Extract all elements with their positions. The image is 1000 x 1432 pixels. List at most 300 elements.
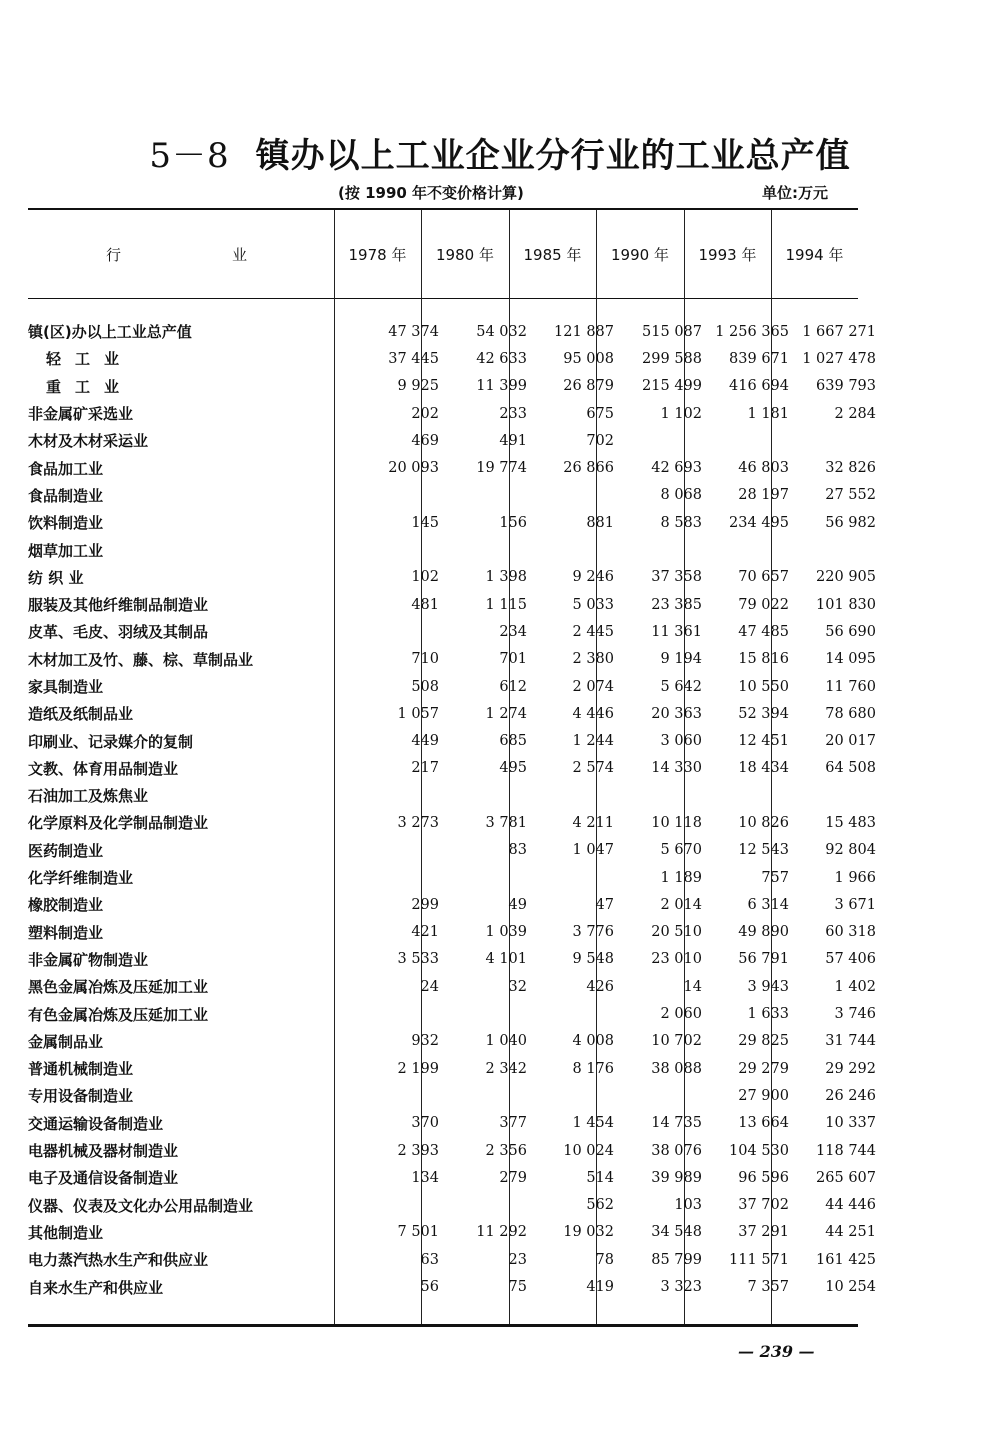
table-row	[28, 891, 876, 918]
value-cell: 42 633	[476, 350, 527, 367]
page-title	[0, 128, 1000, 177]
industry-name: 普通机械制造业	[28, 1060, 134, 1079]
value-cell: 14 095	[825, 651, 876, 668]
industry-name: 重工业	[46, 377, 134, 396]
table-row	[28, 646, 876, 673]
value-cell: 23 385	[651, 596, 702, 613]
value-cell: 161 425	[816, 1251, 876, 1268]
unit-label: 单位:万元	[762, 184, 828, 202]
industry-name: 纺 织 业	[28, 568, 84, 587]
table-row	[28, 1219, 876, 1246]
value-cell: 79 022	[738, 596, 789, 613]
value-cell: 299 588	[642, 350, 702, 367]
value-cell: 56 690	[825, 623, 876, 640]
industry-name: 食品加工业	[28, 459, 104, 478]
industry-name: 电器机械及器材制造业	[28, 1142, 179, 1161]
value-cell	[527, 864, 614, 891]
value-cell: 111 571	[729, 1251, 789, 1268]
value-cell: 8 583	[660, 514, 702, 531]
value-cell: 1 039	[485, 924, 527, 941]
industry-name: 家具制造业	[28, 678, 104, 696]
industry-name: 食品制造业	[28, 486, 104, 505]
value-cell: 1 189	[660, 869, 702, 886]
value-cell: 64 508	[825, 760, 876, 777]
value-cell: 4 101	[485, 951, 527, 968]
value-cell: 3 273	[397, 814, 439, 831]
value-cell: 9 548	[572, 951, 614, 968]
value-cell: 1 398	[485, 569, 527, 586]
value-cell: 515 087	[642, 323, 702, 340]
value-cell: 8 176	[572, 1060, 614, 1077]
value-cell	[702, 782, 789, 809]
value-cell: 1 667 271	[802, 323, 876, 340]
value-cell: 44 251	[825, 1224, 876, 1241]
table-row	[28, 318, 876, 345]
value-cell	[352, 864, 439, 891]
table-row	[28, 345, 876, 372]
table-row	[28, 400, 876, 427]
table-row	[28, 755, 876, 782]
industry-name: 化学纤维制造业	[28, 869, 134, 888]
value-cell: 202	[411, 405, 439, 422]
value-cell: 95 008	[563, 350, 614, 367]
value-cell: 29 825	[738, 1033, 789, 1050]
value-cell: 1 244	[572, 733, 614, 750]
value-cell: 2 284	[834, 405, 876, 422]
value-cell: 49	[508, 896, 527, 913]
value-cell: 11 760	[825, 678, 876, 695]
value-cell: 32 826	[825, 460, 876, 477]
value-cell: 15 483	[825, 814, 876, 831]
value-cell: 426	[586, 978, 614, 995]
table-row	[28, 782, 876, 809]
value-cell	[439, 1082, 527, 1109]
value-cell: 1 040	[485, 1033, 527, 1050]
value-cell: 10 826	[738, 814, 789, 831]
value-cell	[527, 536, 614, 563]
industry-name: 专用设备制造业	[28, 1087, 134, 1106]
value-cell: 757	[761, 869, 789, 886]
table-row	[28, 1110, 876, 1137]
value-cell: 23	[508, 1251, 527, 1268]
value-cell	[789, 536, 876, 563]
industry-name: 木材加工及竹、藤、棕、草制品业	[28, 650, 254, 669]
value-cell: 32	[508, 978, 527, 995]
table-title: 镇办以上工业企业分行业的工业总产值	[255, 136, 851, 176]
value-cell: 217	[411, 760, 439, 777]
value-cell: 75	[508, 1279, 527, 1296]
header-industry-char-2: 业	[232, 246, 248, 264]
value-cell: 145	[411, 514, 439, 531]
value-cell: 2 342	[485, 1060, 527, 1077]
value-cell	[614, 427, 702, 454]
value-cell: 449	[411, 733, 439, 750]
value-cell: 3 781	[485, 814, 527, 831]
value-cell: 481	[411, 596, 439, 613]
value-cell: 78	[595, 1251, 614, 1268]
value-cell: 1 256 365	[715, 323, 789, 340]
industry-name: 非金属矿采选业	[28, 405, 134, 424]
value-cell: 96 596	[738, 1169, 789, 1186]
value-cell	[352, 1000, 439, 1027]
page-number: — 239 —	[738, 1342, 815, 1361]
value-cell: 15 816	[738, 651, 789, 668]
table-row	[28, 1164, 876, 1191]
industry-output-table	[28, 318, 876, 1301]
value-cell: 26 879	[563, 378, 614, 395]
value-cell: 4 446	[572, 705, 614, 722]
industry-name: 医药制造业	[28, 841, 104, 860]
value-cell: 12 543	[738, 842, 789, 859]
value-cell: 675	[586, 405, 614, 422]
industry-name: 化学原料及化学制品制造业	[28, 814, 209, 833]
value-cell: 9 246	[572, 569, 614, 586]
value-cell: 104 530	[729, 1142, 789, 1159]
value-cell: 702	[586, 432, 614, 449]
value-cell: 54 032	[476, 323, 527, 340]
value-cell: 1 057	[397, 705, 439, 722]
value-cell: 14 735	[651, 1115, 702, 1132]
value-cell: 612	[499, 678, 527, 695]
table-row	[28, 1192, 876, 1219]
value-cell: 38 088	[651, 1060, 702, 1077]
value-cell	[439, 536, 527, 563]
industry-name: 服装及其他纤维制品制造业	[28, 596, 209, 615]
value-cell: 1 274	[485, 705, 527, 722]
industry-name: 交通运输设备制造业	[28, 1114, 164, 1133]
value-cell: 121 887	[554, 323, 614, 340]
value-cell: 1 402	[834, 978, 876, 995]
value-cell	[789, 782, 876, 809]
table-row	[28, 1000, 876, 1027]
industry-name: 镇(区)办以上工业总产值	[28, 323, 192, 342]
value-cell: 78 680	[825, 705, 876, 722]
value-cell: 44 446	[825, 1197, 876, 1214]
value-cell: 39 989	[651, 1169, 702, 1186]
value-cell: 18 434	[738, 760, 789, 777]
value-cell: 881	[586, 514, 614, 531]
value-cell: 508	[411, 678, 439, 695]
value-cell: 3 671	[834, 896, 876, 913]
table-number: 5－8	[149, 136, 230, 176]
industry-name: 有色金属冶炼及压延加工业	[28, 1005, 209, 1024]
value-cell: 4 211	[572, 814, 614, 831]
table-row	[28, 864, 876, 891]
value-cell: 14 330	[651, 760, 702, 777]
value-cell: 419	[586, 1279, 614, 1296]
value-cell: 101 830	[816, 596, 876, 613]
value-cell: 56 982	[825, 514, 876, 531]
value-cell: 14	[683, 978, 702, 995]
value-cell	[614, 782, 702, 809]
industry-name: 金属制品业	[28, 1032, 104, 1051]
value-cell: 102	[411, 569, 439, 586]
value-cell: 469	[411, 432, 439, 449]
header-industry-char-1: 行	[106, 246, 122, 264]
industry-name: 黑色金属冶炼及压延加工业	[28, 978, 209, 997]
value-cell	[527, 1082, 614, 1109]
value-cell: 299	[411, 896, 439, 913]
value-cell: 5 642	[660, 678, 702, 695]
table-row	[28, 427, 876, 454]
value-cell: 118 744	[816, 1142, 876, 1159]
value-cell: 234 495	[729, 514, 789, 531]
value-cell: 60 318	[825, 924, 876, 941]
value-cell: 1 047	[572, 842, 614, 859]
industry-name: 自来水生产和供应业	[28, 1278, 164, 1297]
table-row	[28, 1273, 876, 1300]
value-cell	[527, 1000, 614, 1027]
value-cell: 56	[420, 1279, 439, 1296]
value-cell: 233	[499, 405, 527, 422]
table-row	[28, 1055, 876, 1082]
value-cell: 2 014	[660, 896, 702, 913]
value-cell: 215 499	[642, 378, 702, 395]
value-cell	[352, 1192, 439, 1219]
value-cell: 279	[499, 1169, 527, 1186]
industry-name: 饮料制造业	[28, 514, 104, 533]
value-cell: 10 118	[651, 814, 702, 831]
value-cell	[614, 1082, 702, 1109]
value-cell: 10 024	[563, 1142, 614, 1159]
value-cell: 19 774	[476, 460, 527, 477]
value-cell: 9 925	[397, 378, 439, 395]
value-cell: 20 017	[825, 733, 876, 750]
value-cell: 2 060	[660, 1006, 702, 1023]
value-cell: 63	[420, 1251, 439, 1268]
value-cell: 3 776	[572, 924, 614, 941]
table-row	[28, 591, 876, 618]
value-cell: 31 744	[825, 1033, 876, 1050]
table-row	[28, 1028, 876, 1055]
value-cell: 1 027 478	[802, 350, 876, 367]
value-cell: 839 671	[729, 350, 789, 367]
value-cell: 19 032	[563, 1224, 614, 1241]
value-cell: 11 292	[476, 1224, 527, 1241]
value-cell: 20 093	[388, 460, 439, 477]
industry-name: 电力蒸汽热水生产和供应业	[28, 1251, 209, 1270]
value-cell: 37 702	[738, 1197, 789, 1214]
value-cell	[352, 536, 439, 563]
industry-name: 烟草加工业	[28, 541, 104, 560]
table-row	[28, 673, 876, 700]
value-cell: 377	[499, 1115, 527, 1132]
value-cell: 56 791	[738, 951, 789, 968]
value-cell: 421	[411, 924, 439, 941]
value-cell: 57 406	[825, 951, 876, 968]
value-cell: 5 033	[572, 596, 614, 613]
value-cell: 2 445	[572, 623, 614, 640]
value-cell: 685	[499, 733, 527, 750]
table-row	[28, 564, 876, 591]
value-cell: 495	[499, 760, 527, 777]
table-row	[28, 1082, 876, 1109]
industry-name: 电子及通信设备制造业	[28, 1169, 179, 1188]
value-cell: 24	[420, 978, 439, 995]
value-cell: 3 533	[397, 951, 439, 968]
value-cell: 2 356	[485, 1142, 527, 1159]
value-cell: 5 670	[660, 842, 702, 859]
industry-name: 其他制造业	[28, 1223, 104, 1242]
industry-name: 印刷业、记录媒介的复制	[28, 732, 194, 751]
value-cell: 134	[411, 1169, 439, 1186]
value-cell	[352, 782, 439, 809]
value-cell: 26 246	[825, 1087, 876, 1104]
value-cell: 29 292	[825, 1060, 876, 1077]
value-cell: 47 374	[388, 323, 439, 340]
table-row	[28, 700, 876, 727]
value-cell: 20 510	[651, 924, 702, 941]
value-cell	[439, 782, 527, 809]
table-row	[28, 454, 876, 481]
value-cell: 3 060	[660, 733, 702, 750]
value-cell	[352, 618, 439, 645]
value-cell: 932	[411, 1033, 439, 1050]
value-cell: 6 314	[747, 896, 789, 913]
table-row	[28, 373, 876, 400]
value-cell: 3 943	[747, 978, 789, 995]
industry-name: 皮革、毛皮、羽绒及其制品	[28, 623, 209, 642]
table-row	[28, 837, 876, 864]
value-cell: 1 115	[485, 596, 527, 613]
table-row	[28, 973, 876, 1000]
value-cell: 37 358	[651, 569, 702, 586]
table-row	[28, 482, 876, 509]
value-cell	[702, 536, 789, 563]
bottom-rule	[28, 1324, 858, 1327]
header-year: 1980 年	[436, 246, 494, 264]
table-row	[28, 536, 876, 563]
value-cell: 7 501	[397, 1224, 439, 1241]
value-cell: 1 102	[660, 405, 702, 422]
value-cell	[527, 782, 614, 809]
table-row	[28, 919, 876, 946]
value-cell: 11 361	[651, 623, 702, 640]
price-basis-note: (按 1990 年不变价格计算)	[338, 184, 524, 202]
value-cell: 42 693	[651, 460, 702, 477]
value-cell: 220 905	[816, 569, 876, 586]
industry-name: 橡胶制造业	[28, 896, 104, 915]
value-cell: 52 394	[738, 705, 789, 722]
value-cell	[527, 482, 614, 509]
value-cell	[789, 427, 876, 454]
value-cell: 7 357	[747, 1279, 789, 1296]
value-cell: 491	[499, 432, 527, 449]
value-cell: 83	[508, 842, 527, 859]
industry-name: 非金属矿物制造业	[28, 950, 149, 969]
value-cell: 2 199	[397, 1060, 439, 1077]
header-year: 1985 年	[523, 246, 582, 264]
value-cell	[352, 482, 439, 509]
value-cell: 234	[499, 623, 527, 640]
value-cell: 47	[595, 896, 614, 913]
value-cell: 2 380	[572, 651, 614, 668]
value-cell: 10 702	[651, 1033, 702, 1050]
value-cell: 26 866	[563, 460, 614, 477]
value-cell	[614, 536, 702, 563]
industry-name: 造纸及纸制品业	[28, 705, 134, 724]
header-rule	[28, 298, 858, 299]
value-cell: 265 607	[816, 1169, 876, 1186]
value-cell	[439, 482, 527, 509]
value-cell: 9 194	[660, 651, 702, 668]
value-cell: 34 548	[651, 1224, 702, 1241]
value-cell: 20 363	[651, 705, 702, 722]
value-cell: 13 664	[738, 1115, 789, 1132]
table-row	[28, 1246, 876, 1273]
value-cell: 1 633	[747, 1006, 789, 1023]
value-cell: 47 485	[738, 623, 789, 640]
value-cell: 37 445	[388, 350, 439, 367]
value-cell	[352, 837, 439, 864]
value-cell: 3 746	[834, 1006, 876, 1023]
value-cell: 1 966	[834, 869, 876, 886]
value-cell: 2 574	[572, 760, 614, 777]
value-cell: 103	[674, 1197, 702, 1214]
value-cell: 2 074	[572, 678, 614, 695]
value-cell: 85 799	[651, 1251, 702, 1268]
value-cell: 37 291	[738, 1224, 789, 1241]
value-cell: 92 804	[825, 842, 876, 859]
value-cell: 38 076	[651, 1142, 702, 1159]
value-cell: 639 793	[816, 378, 876, 395]
value-cell: 11 399	[476, 378, 527, 395]
value-cell: 10 337	[825, 1115, 876, 1132]
table-row	[28, 509, 876, 536]
value-cell: 1 454	[572, 1115, 614, 1132]
header-year: 1993 年	[698, 246, 757, 264]
value-cell	[702, 427, 789, 454]
industry-name: 文教、体育用品制造业	[28, 759, 179, 778]
table-row	[28, 809, 876, 836]
value-cell	[439, 1000, 527, 1027]
value-cell: 156	[499, 514, 527, 531]
value-cell: 10 550	[738, 678, 789, 695]
value-cell: 10 254	[825, 1279, 876, 1296]
header-year: 1978 年	[348, 246, 407, 264]
top-rule	[28, 208, 858, 210]
value-cell: 562	[586, 1197, 614, 1214]
value-cell: 370	[411, 1115, 439, 1132]
value-cell: 1 181	[747, 405, 789, 422]
value-cell	[352, 1082, 439, 1109]
value-cell: 416 694	[729, 378, 789, 395]
value-cell: 46 803	[738, 460, 789, 477]
value-cell	[439, 864, 527, 891]
value-cell: 8 068	[660, 487, 702, 504]
header-year: 1994 年	[785, 246, 844, 264]
table-row	[28, 1137, 876, 1164]
industry-name: 轻工业	[46, 350, 134, 369]
industry-name: 石油加工及炼焦业	[28, 787, 149, 806]
value-cell: 28 197	[738, 487, 789, 504]
industry-name: 木材及木材采运业	[28, 432, 149, 451]
value-cell: 710	[411, 651, 439, 668]
industry-name: 仪器、仪表及文化办公用品制造业	[28, 1196, 254, 1215]
value-cell: 701	[499, 651, 527, 668]
value-cell: 27 552	[825, 487, 876, 504]
table-row	[28, 727, 876, 754]
value-cell: 514	[586, 1169, 614, 1186]
value-cell: 27 900	[738, 1087, 789, 1104]
table-row	[28, 946, 876, 973]
value-cell: 29 279	[738, 1060, 789, 1077]
value-cell: 4 008	[572, 1033, 614, 1050]
value-cell	[439, 1192, 527, 1219]
value-cell: 12 451	[738, 733, 789, 750]
header-year: 1990 年	[611, 246, 669, 264]
value-cell: 3 323	[660, 1279, 702, 1296]
